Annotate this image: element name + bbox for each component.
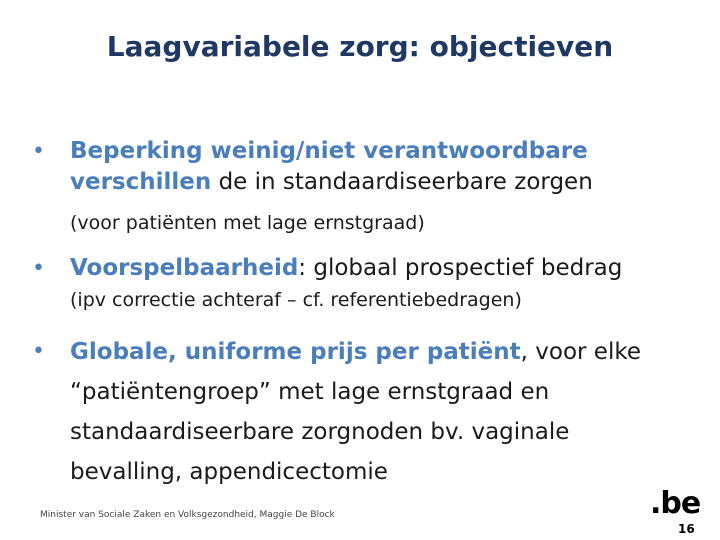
bullet-item-2 bbox=[32, 253, 692, 284]
bullet-highlight: Globale, uniforme prijs per patiënt bbox=[70, 339, 521, 365]
bullet-rest: : globaal prospectief bedrag bbox=[298, 255, 623, 281]
footer-text: Minister van Sociale Zaken en Volksgezondheid, Maggie De Block bbox=[40, 510, 335, 520]
bullet-text bbox=[70, 136, 692, 198]
slide-title: Laagvariabele zorg: objectieven bbox=[106, 30, 614, 63]
be-logo: .be bbox=[650, 486, 701, 521]
bullet-highlight: Voorspelbaarheid bbox=[70, 255, 299, 281]
bullet-marker: • bbox=[32, 139, 45, 164]
bullet-subtext-2: (ipv correctie achteraf – cf. referentiebedragen) bbox=[70, 289, 522, 311]
bullet-marker: • bbox=[32, 339, 45, 364]
bullet-item-3 bbox=[32, 332, 652, 492]
bullet-marker: • bbox=[32, 256, 45, 281]
bullet-subtext-1: (voor patiënten met lage ernstgraad) bbox=[70, 212, 425, 234]
bullet-item-1 bbox=[32, 136, 692, 198]
page-number: 16 bbox=[678, 522, 695, 536]
bullet-text bbox=[70, 253, 692, 284]
bullet-text bbox=[70, 332, 652, 492]
bullet-rest: , voor elke “patiëntengroep” met lage ernstgraad en standaardiseerbare zorgnoden bv. vaginale bevalling, appendicectomie bbox=[70, 339, 641, 485]
bullet-highlight: Beperking weinig/niet verantwoordbare verschillen bbox=[70, 138, 588, 195]
bullet-rest: de in standaardiseerbare zorgen bbox=[211, 169, 593, 195]
